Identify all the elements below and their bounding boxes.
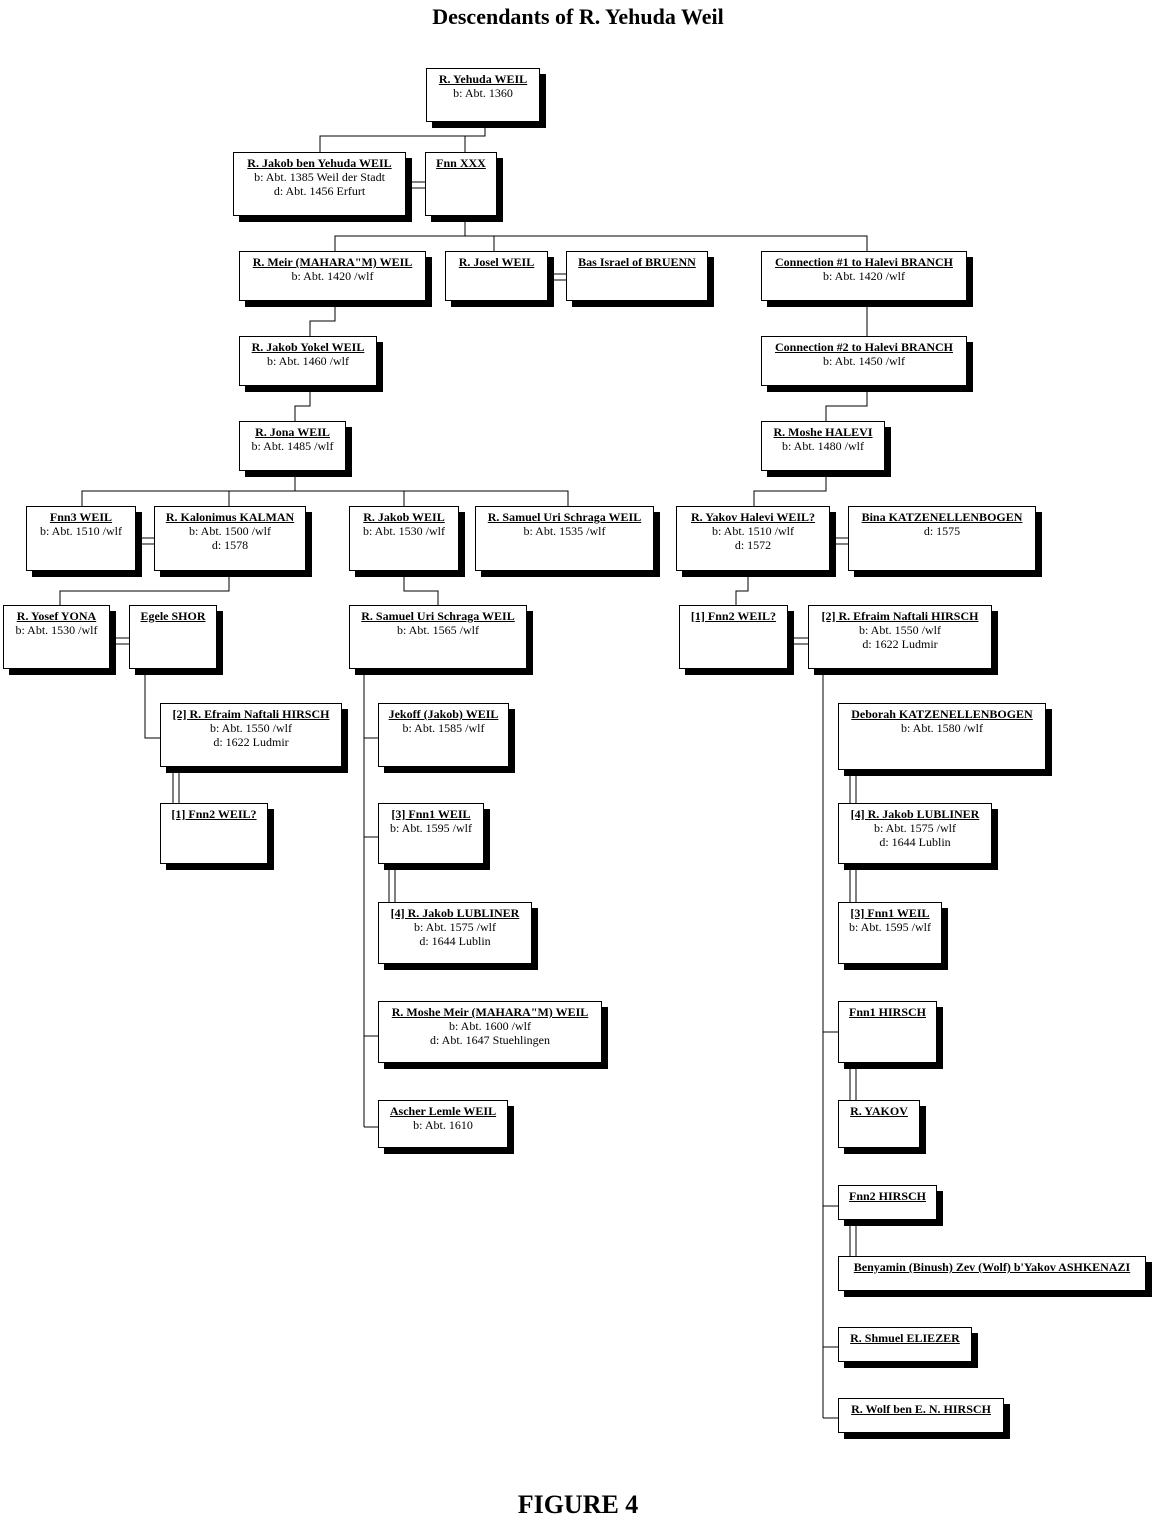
person-box-r-yakov [838, 1100, 920, 1148]
person-box-jona-weil [239, 421, 346, 471]
person-box-yakov-halevi-weil [676, 506, 830, 571]
person-box-efraim-naftali-hirsch-right [808, 605, 992, 669]
person-box-bas-israel-bruenn [566, 251, 708, 301]
person-birth: b: Abt. 1485 /wlf [251, 439, 334, 453]
person-box-kalonimus-kalman [154, 506, 306, 571]
person-birth: b: Abt. 1550 /wlf [858, 623, 941, 637]
person-box-connection-2-halevi [761, 336, 967, 386]
person-name: [4] R. Jakob LUBLINER [390, 906, 520, 920]
person-name: R. Kalonimus KALMAN [165, 510, 295, 524]
person-death: d: 1622 Ludmir [213, 735, 289, 749]
person-box-fnn2-weil-right [679, 605, 788, 669]
person-birth: b: Abt. 1360 [453, 86, 513, 100]
person-box-egele-shor [129, 605, 217, 669]
person-birth: b: Abt. 1575 /wlf [413, 920, 496, 934]
person-box-fnn1-hirsch [838, 1001, 937, 1063]
person-death: d: 1644 Lublin [879, 835, 951, 849]
person-birth: b: Abt. 1595 /wlf [389, 821, 472, 835]
person-name: Benyamin (Binush) Zev (Wolf) b'Yakov ASHKENAZI [853, 1260, 1131, 1274]
person-name: R. Shmuel ELIEZER [850, 1331, 960, 1345]
person-name: [2] R. Efraim Naftali HIRSCH [172, 707, 330, 721]
person-box-fnn2-hirsch [838, 1185, 937, 1220]
person-name: Egele SHOR [140, 609, 206, 623]
figure-caption: FIGURE 4 [517, 1490, 639, 1519]
person-name: Fnn2 HIRSCH [848, 1189, 927, 1203]
person-name: [1] Fnn2 WEIL? [171, 807, 257, 821]
person-birth: b: Abt. 1420 /wlf [822, 269, 905, 283]
person-death: d: Abt. 1647 Stuehlingen [430, 1033, 550, 1047]
person-birth: b: Abt. 1550 /wlf [209, 721, 292, 735]
person-name: R. Meir (MAHARA"M) WEIL [252, 255, 413, 269]
person-name: [2] R. Efraim Naftali HIRSCH [821, 609, 979, 623]
person-name: R. Josel WEIL [458, 255, 535, 269]
person-box-jakob-weil-1530 [349, 506, 459, 571]
person-birth: b: Abt. 1580 /wlf [900, 721, 983, 735]
person-box-jekoff-weil [378, 703, 509, 767]
person-name: R. Jona WEIL [255, 425, 330, 439]
person-box-moshe-meir-maharam-weil [378, 1001, 602, 1063]
person-name: [3] Fnn1 WEIL [391, 807, 471, 821]
person-name: Connection #1 to Halevi BRANCH [775, 255, 953, 269]
person-birth: b: Abt. 1510 /wlf [39, 524, 122, 538]
person-box-jakob-yokel-weil [239, 336, 377, 386]
person-death: d: 1572 [734, 538, 772, 552]
person-birth: b: Abt. 1600 /wlf [448, 1019, 531, 1033]
person-name: R. Yakov Halevi WEIL? [690, 510, 816, 524]
person-birth: b: Abt. 1595 /wlf [848, 920, 931, 934]
person-name: R. Yosef YONA [16, 609, 97, 623]
person-birth: b: Abt. 1585 /wlf [402, 721, 485, 735]
person-box-josel-weil [445, 251, 548, 301]
person-name: Fnn3 WEIL [49, 510, 113, 524]
person-name: R. Samuel Uri Schraga WEIL [487, 510, 642, 524]
person-birth: b: Abt. 1450 /wlf [822, 354, 905, 368]
person-birth: b: Abt. 1420 /wlf [291, 269, 374, 283]
person-name: [3] Fnn1 WEIL [850, 906, 930, 920]
person-death: d: Abt. 1456 Erfurt [273, 184, 366, 198]
person-name: R. Wolf ben E. N. HIRSCH [851, 1402, 991, 1416]
person-box-ascher-lemle-weil [378, 1100, 508, 1148]
person-birth: b: Abt. 1565 /wlf [396, 623, 479, 637]
person-box-jakob-lubliner-middle [378, 902, 532, 964]
person-name: Fnn1 HIRSCH [848, 1005, 927, 1019]
person-name: Connection #2 to Halevi BRANCH [775, 340, 953, 354]
person-box-fnn1-weil-right [838, 902, 942, 964]
person-death: d: 1644 Lublin [419, 934, 491, 948]
person-box-yehuda-weil [426, 68, 540, 122]
person-box-shmuel-eliezer [838, 1327, 972, 1362]
person-box-benyamin-zev-ashkenazi [838, 1256, 1146, 1291]
person-name: R. Moshe Meir (MAHARA"M) WEIL [391, 1005, 589, 1019]
person-birth: b: Abt. 1575 /wlf [873, 821, 956, 835]
person-name: Fnn XXX [436, 156, 486, 170]
person-box-meir-maharam-weil [239, 251, 426, 301]
person-name: Deborah KATZENELLENBOGEN [851, 707, 1033, 721]
person-death: d: 1578 [211, 538, 249, 552]
person-birth: b: Abt. 1530 /wlf [362, 524, 445, 538]
person-name: R. YAKOV [850, 1104, 908, 1118]
person-box-fnn3-weil [26, 506, 136, 571]
person-box-jakob-ben-yehuda-weil [233, 152, 406, 216]
person-name: Bina KATZENELLENBOGEN [861, 510, 1023, 524]
person-name: Ascher Lemle WEIL [389, 1104, 497, 1118]
person-box-fnn1-weil-middle [378, 803, 484, 864]
person-box-fnn-xxx [425, 152, 497, 216]
person-name: [4] R. Jakob LUBLINER [850, 807, 980, 821]
person-birth: b: Abt. 1610 [413, 1118, 473, 1132]
person-box-bina-katzenellenbogen [848, 506, 1036, 571]
person-birth: b: Abt. 1460 /wlf [266, 354, 349, 368]
person-name: R. Yehuda WEIL [438, 72, 528, 86]
person-name: [1] Fnn2 WEIL? [690, 609, 777, 623]
person-box-samuel-uri-schraga-1565 [349, 605, 527, 669]
person-box-jakob-lubliner-right [838, 803, 992, 864]
person-birth: b: Abt. 1500 /wlf [188, 524, 271, 538]
person-birth: b: Abt. 1385 Weil der Stadt [254, 170, 385, 184]
person-box-fnn2-weil-left [160, 803, 268, 864]
person-name: R. Jakob Yokel WEIL [251, 340, 365, 354]
person-box-samuel-uri-schraga-1535 [475, 506, 654, 571]
person-birth: b: Abt. 1510 /wlf [711, 524, 794, 538]
person-birth: b: Abt. 1535 /wlf [523, 524, 606, 538]
person-name: R. Samuel Uri Schraga WEIL [361, 609, 515, 623]
person-name: R. Moshe HALEVI [773, 425, 873, 439]
person-box-efraim-naftali-hirsch-left [160, 703, 342, 767]
person-birth: b: Abt. 1480 /wlf [781, 439, 864, 453]
chart-title: Descendants of R. Yehuda Weil [432, 4, 724, 29]
person-box-wolf-ben-e-n-hirsch [838, 1398, 1004, 1433]
person-birth: b: Abt. 1530 /wlf [15, 623, 98, 637]
person-name: Jekoff (Jakob) WEIL [388, 707, 499, 721]
person-death: d: 1575 [923, 524, 961, 538]
person-box-deborah-katzenellenbogen [838, 703, 1046, 770]
person-name: Bas Israel of BRUENN [578, 255, 696, 269]
person-name: R. Jakob ben Yehuda WEIL [247, 156, 392, 170]
person-box-yosef-yona [3, 605, 110, 669]
person-death: d: 1622 Ludmir [862, 637, 938, 651]
person-box-moshe-halevi [761, 421, 885, 471]
person-name: R. Jakob WEIL [363, 510, 445, 524]
person-box-connection-1-halevi [761, 251, 967, 301]
